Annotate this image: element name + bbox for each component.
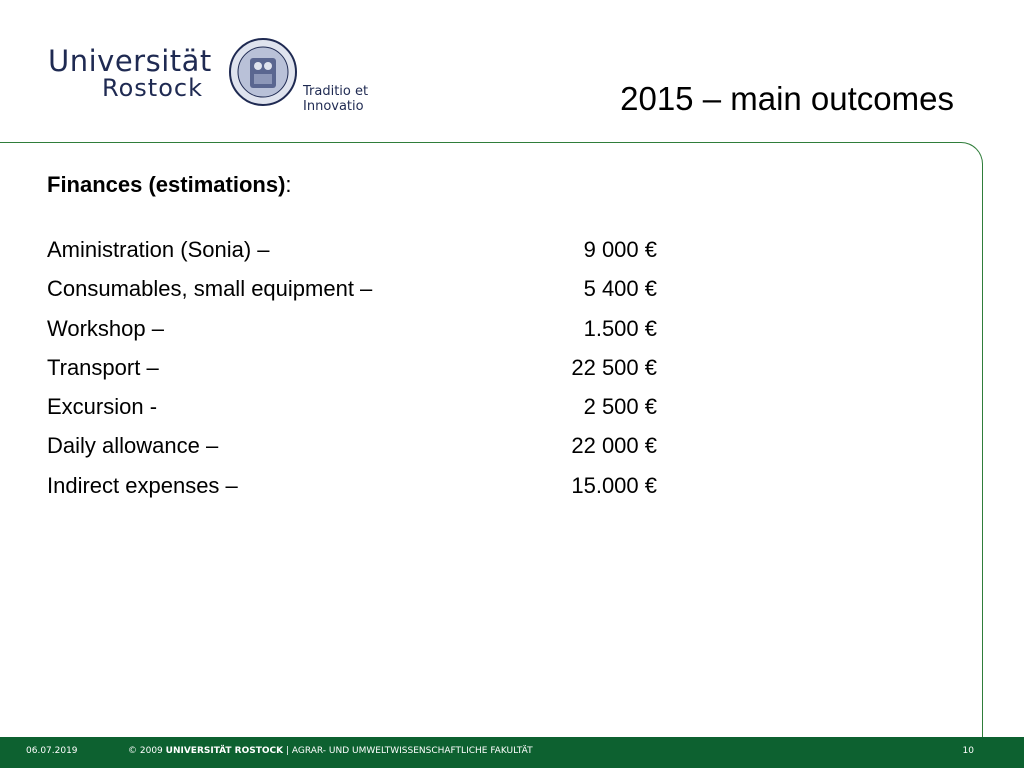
expense-label: Excursion - — [47, 394, 158, 420]
expense-row — [47, 269, 687, 308]
expense-amount: 15.000 € — [571, 472, 657, 498]
expense-label: Daily allowance – — [47, 433, 219, 459]
expense-row — [47, 426, 687, 465]
section-heading-text: Finances (estimations) — [47, 172, 286, 197]
section-heading — [47, 172, 687, 198]
footer-page-number: 10 — [962, 746, 974, 756]
slide-content — [47, 172, 687, 505]
university-logo — [48, 34, 428, 114]
expense-row — [47, 387, 687, 426]
copyright-prefix: © 2009 — [128, 746, 163, 756]
expense-label: Transport – — [47, 354, 159, 380]
expense-list — [47, 230, 687, 505]
footer-copyright — [128, 746, 533, 756]
expense-row — [47, 230, 687, 269]
expense-label: Aministration (Sonia) – — [47, 237, 270, 262]
expense-row — [47, 309, 687, 348]
expense-amount: 5 400 € — [583, 276, 657, 302]
expense-row — [47, 348, 687, 387]
expense-amount: 22 000 € — [571, 433, 657, 459]
expense-amount: 22 500 € — [571, 354, 657, 380]
footer-bar — [0, 737, 1024, 768]
expense-label: Consumables, small equipment – — [47, 276, 373, 302]
logo-motto: Traditio et Innovatio — [303, 84, 369, 114]
slide-title: 2015 – main outcomes — [620, 80, 954, 117]
expense-amount: 2 500 € — [583, 394, 657, 420]
footer-date: 06.07.2019 — [26, 746, 78, 756]
copyright-org: UNIVERSITÄT ROSTOCK — [165, 746, 284, 756]
expense-label: Indirect expenses – — [47, 472, 238, 498]
university-seal-icon — [228, 36, 298, 108]
copyright-suffix: | AGRAR- UND UMWELTWISSENSCHAFTLICHE FAKULTÄT — [283, 746, 533, 756]
expense-amount: 9 000 € — [583, 237, 657, 262]
expense-amount: 1.500 € — [583, 315, 657, 341]
section-heading-colon: : — [285, 172, 292, 197]
expense-row — [47, 466, 687, 505]
logo-university-text: Universität — [48, 44, 212, 78]
expense-label: Workshop – — [47, 315, 164, 341]
logo-city-text: Rostock — [102, 74, 203, 102]
